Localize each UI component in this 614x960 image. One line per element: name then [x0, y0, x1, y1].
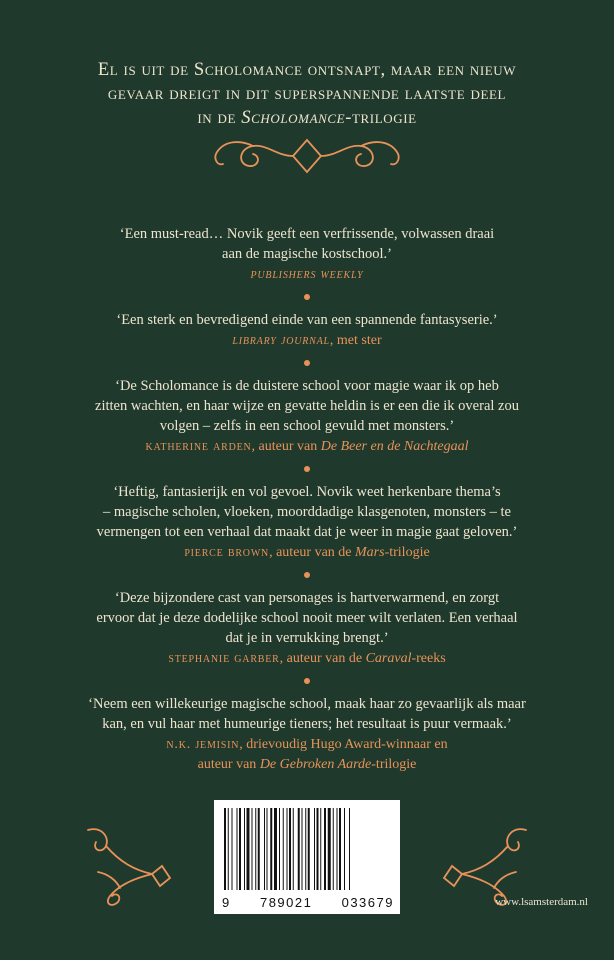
review-quote-2	[40, 310, 574, 351]
author-desc: , auteur van de	[279, 651, 366, 666]
quote-source	[40, 265, 574, 285]
barcode-bar	[298, 808, 300, 890]
review-quote-6	[40, 694, 574, 775]
author-work: De Beer en de Nachtegaal	[320, 439, 469, 454]
barcode-bar	[244, 808, 245, 890]
quote-line: ervoor dat je deze dodelijke school nooit meer wilt verlaten. Een verhaal	[96, 610, 518, 626]
barcode-digit-prefix: 9	[222, 895, 231, 910]
quote-text	[40, 376, 574, 436]
author-work: Mars	[355, 545, 385, 560]
barcode-bar	[274, 808, 277, 890]
barcode-bar	[283, 808, 284, 890]
barcode-bar	[302, 808, 303, 890]
blurb-line-2: gevaar dreigt in dit superspannende laatste deel	[107, 84, 507, 104]
quote-source	[40, 735, 574, 775]
quote-line: dat je in verrukking brengt.’	[225, 630, 389, 646]
barcode-bar	[324, 808, 326, 890]
author-desc-post: -trilogie	[371, 757, 417, 772]
bullet-divider-icon	[304, 466, 310, 472]
barcode-bar	[337, 808, 338, 890]
quote-line: – magische scholen, vloeken, moorddadige klasgenoten, monsters – te	[103, 504, 511, 520]
barcode-bar	[258, 808, 260, 890]
blurb-line-3-pre: in de	[197, 108, 242, 128]
barcode-bar	[279, 808, 280, 890]
quote-line: kan, en vul haar met humeurige tieners; het resultaat is puur vermaak.’	[102, 716, 512, 732]
quote-line: vermengen tot een verhaal dat maakt dat je weer in magie gaat geloven.’	[96, 524, 518, 540]
source-suffix: , met ster	[329, 333, 382, 348]
bullet-divider-icon	[304, 360, 310, 366]
author-desc: , drievoudig Hugo Award-winnaar en	[239, 737, 448, 752]
barcode-bar	[287, 808, 288, 890]
review-quote-5	[40, 588, 574, 669]
blurb-line-1: El is uit de Scholomance ontsnapt, maar een nieuw	[97, 60, 517, 80]
barcode-bar	[308, 808, 310, 890]
barcode-bar	[333, 808, 334, 890]
barcode-bar	[252, 808, 253, 890]
bullet-divider-icon	[304, 678, 310, 684]
bullet-divider-icon	[304, 294, 310, 300]
quote-source	[40, 437, 574, 457]
publisher-website: www.lsamsterdam.nl	[495, 896, 588, 908]
barcode-bar	[305, 808, 306, 890]
barcode-bar	[339, 808, 341, 890]
review-quotes	[40, 224, 574, 775]
barcode-bar	[224, 808, 226, 890]
barcode-bar	[328, 808, 331, 890]
author-work: De Gebroken Aarde	[259, 757, 372, 772]
barcode-number	[222, 895, 394, 910]
review-quote-4	[40, 482, 574, 563]
barcode-bar	[349, 808, 350, 890]
barcode-bar	[320, 808, 321, 890]
quote-line: ‘De Scholomance is de duistere school voor magie waar ik op heb	[115, 378, 499, 394]
bullet-divider-icon	[304, 572, 310, 578]
quote-text	[40, 694, 574, 734]
author-name: katherine arden	[145, 439, 252, 454]
author-desc-post: -reeks	[411, 651, 446, 666]
barcode-digit-group-2: 033679	[341, 895, 394, 910]
barcode-bar	[314, 808, 315, 890]
barcode-bar	[232, 808, 233, 890]
quote-line: ‘Deze bijzondere cast van personages is hartverwarmend, en zorgt	[114, 590, 500, 606]
source-name: publishers weekly	[250, 267, 364, 282]
barcode-bar	[289, 808, 291, 890]
blurb-line-3-post: -trilogie	[345, 108, 417, 128]
quote-line: ‘Neem een willekeurige magische school, maak haar zo gevaarlijk als maar	[88, 696, 526, 712]
isbn-barcode	[214, 800, 400, 914]
scroll-ornament-left-icon	[80, 822, 176, 908]
barcode-bar	[237, 808, 238, 890]
quote-line: zitten wachten, en haar wijze en gevatte heldin is er een die ik overal zou	[95, 398, 519, 414]
quote-line: ‘Heftig, fantasierijk en vol gevoel. Novik weet herkenbare thema’s	[113, 484, 501, 500]
barcode-bar	[264, 808, 265, 890]
author-desc: , auteur van	[251, 439, 321, 454]
author-name: stephanie garber	[168, 651, 280, 666]
barcode-bar	[228, 808, 229, 890]
flourish-ornament-icon	[207, 134, 407, 178]
source-name: library journal	[232, 333, 330, 348]
quote-source	[40, 543, 574, 563]
blurb	[30, 58, 584, 130]
barcode-bar	[317, 808, 319, 890]
author-desc-2: auteur van	[197, 757, 260, 772]
barcode-bar	[270, 808, 272, 890]
barcode-bar	[255, 808, 256, 890]
quote-line: aan de magische kostschool.’	[222, 246, 392, 262]
quote-source	[40, 649, 574, 669]
barcode-bar	[247, 808, 250, 890]
quote-text	[40, 224, 574, 264]
author-desc: , auteur van de	[269, 545, 356, 560]
review-quote-3	[40, 376, 574, 457]
author-work: Caraval	[365, 651, 412, 666]
barcode-bar	[293, 808, 294, 890]
barcode-bar	[344, 808, 345, 890]
quote-source	[40, 331, 574, 351]
quote-line: volgen – zelfs in een school gevuld met monsters.’	[159, 418, 455, 434]
review-quote-1	[40, 224, 574, 285]
quote-text	[40, 482, 574, 542]
author-name: n.k. jemisin	[166, 737, 240, 752]
blurb-series-title: Scholomance	[241, 108, 346, 128]
quote-line: ‘Een must-read… Novik geeft een verfrissende, volwassen draai	[119, 226, 495, 242]
author-name: pierce brown	[184, 545, 270, 560]
barcode-bar	[267, 808, 268, 890]
blurb-line-3	[30, 106, 584, 130]
barcode-bars	[224, 808, 392, 890]
quote-line: ‘Een sterk en bevredigend einde van een spannende fantasyserie.’	[116, 312, 498, 328]
barcode-bar	[239, 808, 241, 890]
barcode-digit-group-1: 789021	[259, 895, 313, 910]
quote-text	[40, 310, 574, 330]
author-desc-post: -trilogie	[384, 545, 430, 560]
quote-text	[40, 588, 574, 648]
